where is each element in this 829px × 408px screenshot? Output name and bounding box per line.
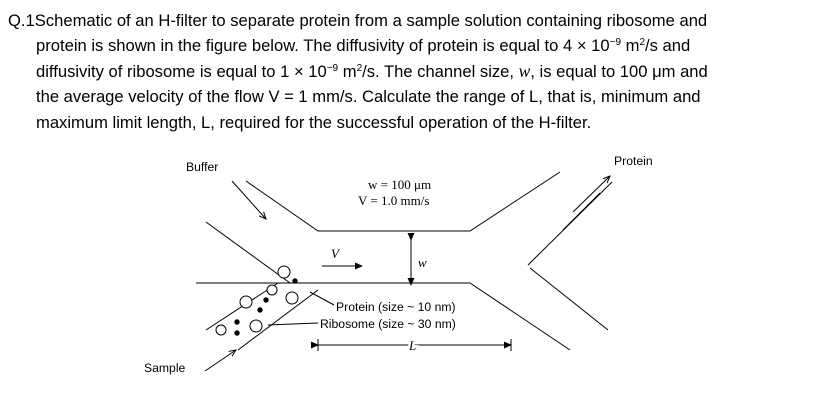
line-3-exponent-2: 2 <box>356 62 363 74</box>
protein-particle <box>258 308 262 312</box>
buffer-flow-arrow <box>232 181 266 219</box>
protein-particle <box>235 331 239 335</box>
protein-particle <box>264 298 268 302</box>
ribosome-particle <box>278 266 290 278</box>
ribosome-particle <box>240 296 252 308</box>
line-2-part-a: protein is shown in the figure below. The diffusivity of protein is equal to 4 × 10 <box>36 36 610 56</box>
line-3-part-b: m <box>338 61 357 81</box>
line-2-exponent: −9 <box>609 37 622 49</box>
protein-outlet-arrow-2 <box>563 193 600 230</box>
line-3-part-c: /s. The channel size, <box>362 61 519 81</box>
sample-label: Sample <box>144 361 186 375</box>
protein-particle <box>293 279 297 283</box>
ribosome-size-leader <box>268 323 318 325</box>
protein-size-label: Protein (size ~ 10 nm) <box>336 300 456 314</box>
protein-outlet-label: Protein <box>614 154 653 168</box>
velocity-arrow-label: V <box>331 246 339 261</box>
line-3-variable-w: w <box>518 60 531 81</box>
ribosome-particle <box>250 320 262 332</box>
sample-flow-arrow <box>205 350 236 371</box>
buffer-label: Buffer <box>186 160 219 174</box>
ribosome-particle <box>286 292 298 304</box>
length-label: L <box>409 338 417 353</box>
ribosome-outlet-wall <box>530 268 608 330</box>
protein-size-leader <box>310 292 334 305</box>
ribosome-size-label: Ribosome (size ~ 30 nm) <box>320 317 456 331</box>
protein-outlet-arrow <box>573 176 610 212</box>
question-line-5: maximum limit length, L, required for the successful operation of the H-filter. <box>36 112 592 132</box>
buffer-inlet-outer-wall <box>206 222 290 283</box>
particles <box>216 266 298 335</box>
question-number: Q.1 <box>8 11 35 30</box>
width-arrow-label: w <box>418 255 427 270</box>
line-2-exponent-2: 2 <box>639 37 646 49</box>
question-line-4: the average velocity of the flow V = 1 mm/s. Calculate the range of L, that is, minimum and <box>36 87 701 107</box>
question-line-1-text: Schematic of an H-filter to separate protein from a sample solution containing ribosome and <box>34 11 708 30</box>
w-value-label: w = 100 μm <box>368 177 432 192</box>
line-2-part-b: m <box>621 36 640 56</box>
ribosome-particle <box>267 285 277 295</box>
line-3-part-d: , is equal to 100 μm and <box>530 61 708 81</box>
ribosome-particle <box>216 325 226 335</box>
line-3-exponent: −9 <box>326 62 339 74</box>
v-value-label: V = 1.0 mm/s <box>358 193 430 208</box>
line-3-part-a: diffusivity of ribosome is equal to 1 × 10 <box>36 61 327 81</box>
line-2-part-c: /s and <box>645 36 691 56</box>
protein-particle <box>235 320 239 324</box>
